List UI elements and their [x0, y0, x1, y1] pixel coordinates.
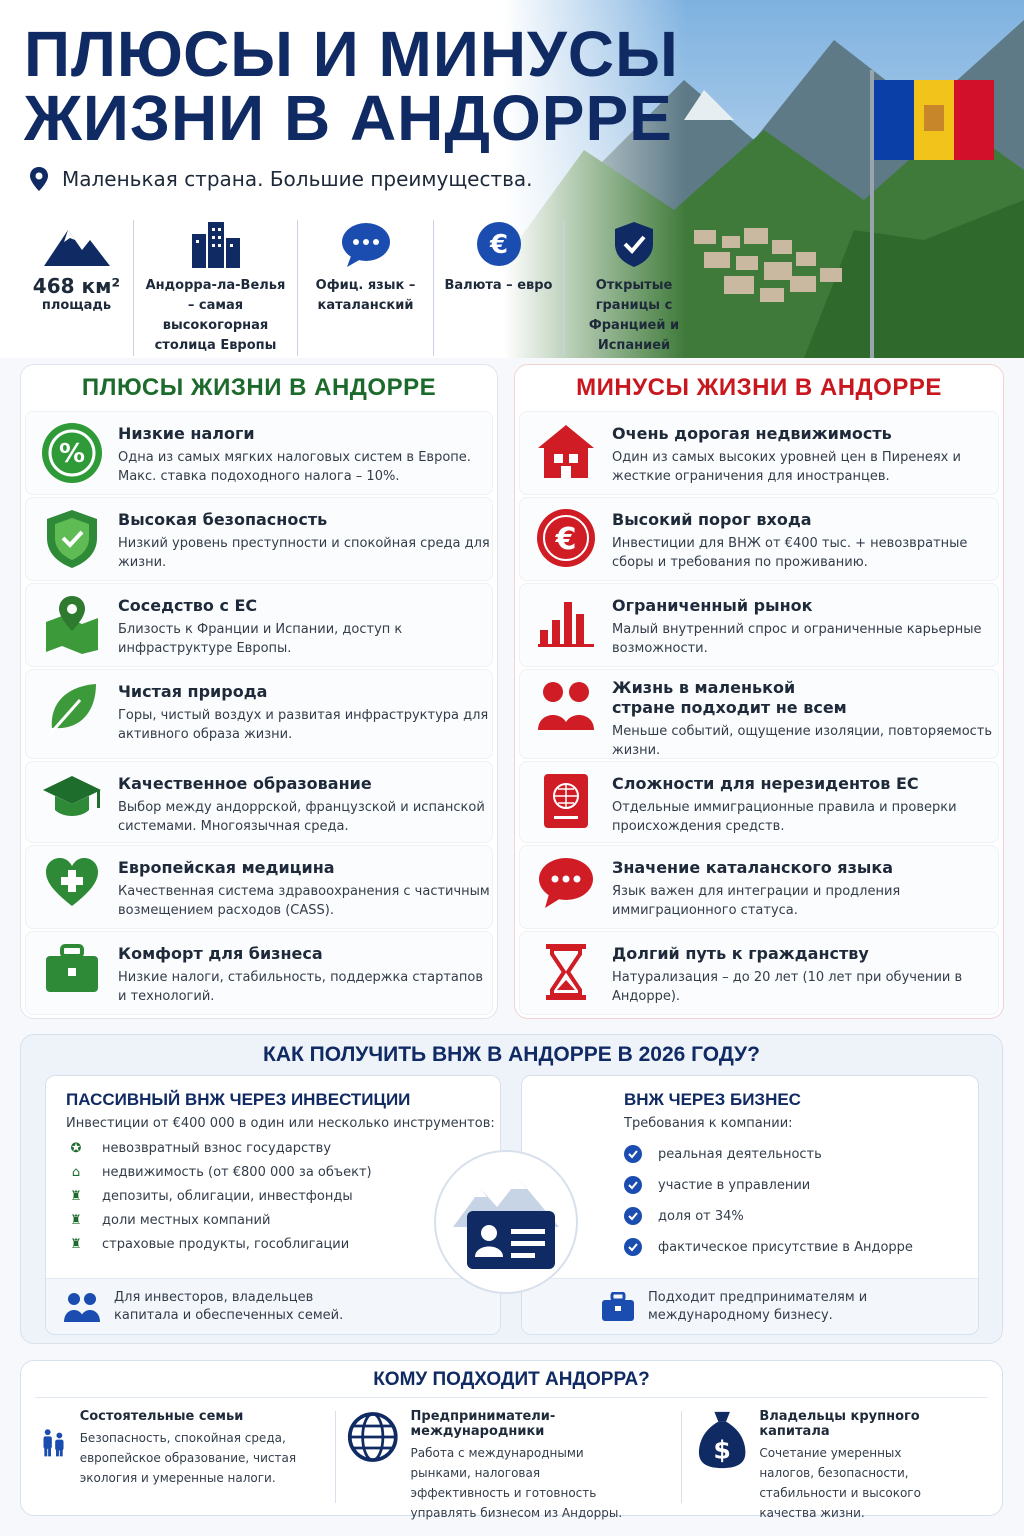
lock-icon: ⌂ [71, 1165, 81, 1180]
cons-item: Ограниченный рынок Малый внутренний спрос и ограниченные карьерные возможности. [519, 583, 999, 667]
cons-panel [514, 364, 1004, 1019]
people-icon [536, 680, 596, 732]
passive-subtitle: Инвестиции от €400 000 в один или несколько инструментов: [66, 1116, 495, 1131]
business-footer: Подходит предпринимателям и международному бизнесу. [522, 1278, 978, 1334]
cons-item: € Высокий порог входа Инвестиции для ВНЖ от €400 тыс. + невозвратные сборы и требования по проживанию. [519, 497, 999, 581]
business-residency-card [521, 1075, 979, 1335]
passport-icon [542, 772, 590, 830]
euro-icon [474, 220, 524, 268]
cons-item: Очень дорогая недвижимость Один из самых высоких уровней цен в Пиренеях и жесткие ограничения для иностранцев. [519, 411, 999, 495]
bar-chart-icon [536, 594, 596, 648]
cons-item: Значение каталанского языка Язык важен для интеграции и продления иммиграционного статуса. [519, 845, 999, 929]
subtitle: Маленькая страна. Большие преимущества. [28, 166, 533, 192]
svg-text:%: % [58, 439, 86, 469]
house-icon [536, 422, 596, 480]
cons-item: Жизнь в маленькой стране подходит не всем Меньше событий, ощущение изоляции, повторяемость жизни. [519, 669, 999, 759]
graduation-cap-icon [41, 772, 103, 822]
pros-item: Европейская медицина Качественная система здравоохранения с частичным возмещением расходов (CASS). [25, 845, 493, 929]
list-item: ♜ депозиты, облигации, инвестфонды [66, 1189, 500, 1204]
lock-icon: ✪ [70, 1141, 82, 1156]
list-item: ♜ страховые продукты, гособлигации [66, 1237, 500, 1252]
facts-row [20, 220, 704, 356]
euro-coin-icon [536, 508, 596, 568]
svg-text:$: $ [713, 1435, 731, 1465]
briefcase-icon [602, 1292, 634, 1322]
svg-text:€: € [489, 230, 508, 260]
cons-item: Сложности для нерезидентов ЕС Отдельные иммиграционные правила и проверки происхождения средств. [519, 761, 999, 843]
list-item: реальная деятельность [624, 1145, 978, 1163]
speech-bubble-icon [339, 220, 393, 268]
family-icon [41, 1409, 68, 1477]
fact-capital: Андорра-ла-Велья – самая высокогорная столица Европы [134, 220, 298, 356]
people-icon [64, 1292, 100, 1322]
globe-icon [347, 1409, 399, 1465]
fact-language: Офиц. язык – каталанский [298, 220, 434, 356]
chat-bubble-icon [537, 856, 595, 910]
audience-heading: КОМУ ПОДХОДИТ АНДОРРА? [373, 1369, 650, 1390]
audience-section [20, 1360, 1003, 1520]
fact-borders: Открытые границы с Францией и Испанией [564, 220, 704, 356]
lock-icon: ♜ [70, 1237, 82, 1252]
leaf-icon [44, 680, 100, 736]
business-title: ВНЖ ЧЕРЕЗ БИЗНЕС [624, 1090, 801, 1109]
check-circle-icon [624, 1238, 642, 1256]
fact-area: 468 км² площадь [20, 220, 134, 356]
health-heart-icon [44, 856, 100, 908]
briefcase-icon [44, 942, 100, 994]
header [0, 0, 1024, 358]
map-pin-icon [42, 594, 102, 654]
mountain-icon [42, 220, 112, 268]
check-circle-icon [624, 1176, 642, 1194]
check-circle-icon [624, 1145, 642, 1163]
pros-item: Качественное образование Выбор между андоррской, французской и испанской системами. Многоязычная среда. [25, 761, 493, 843]
percent-icon [41, 422, 103, 484]
passive-title: ПАССИВНЫЙ ВНЖ ЧЕРЕЗ ИНВЕСТИЦИИ [66, 1090, 411, 1109]
pros-item: Соседство с ЕС Близость к Франции и Испании, доступ к инфраструктуре Европы. [25, 583, 493, 667]
pros-item: % Низкие налоги Одна из самых мягких налоговых систем в Европе. Макс. ставка подоходного налога – 10%. [25, 411, 493, 495]
passive-footer: Для инвесторов, владельцев капитала и обеспеченных семей. [46, 1278, 500, 1334]
lock-icon: ♜ [70, 1189, 82, 1204]
location-pin-icon [28, 166, 50, 192]
list-item: фактическое присутствие в Андорре [624, 1238, 978, 1256]
audience-item: Состоятельные семьи Безопасность, спокойная среда, европейское образование, чистая экология и умеренные налоги. [41, 1409, 341, 1488]
pros-item: Чистая природа Горы, чистый воздух и развитая инфраструктура для активного образа жизни. [25, 669, 493, 759]
lock-icon: ♜ [70, 1213, 82, 1228]
shield-icon [44, 508, 100, 570]
pros-item: Комфорт для бизнеса Низкие налоги, стабильность, поддержка стартапов и технологий. [25, 931, 493, 1015]
check-circle-icon [624, 1207, 642, 1225]
svg-text:€: € [555, 522, 577, 557]
cons-heading: МИНУСЫ ЖИЗНИ В АНДОРРЕ [576, 374, 942, 401]
list-item: участие в управлении [624, 1176, 978, 1194]
fact-currency: € Валюта – евро [434, 220, 564, 356]
pros-item: Высокая безопасность Низкий уровень преступности и спокойная среда для жизни. [25, 497, 493, 581]
money-bag-icon [697, 1409, 747, 1471]
city-icon [188, 220, 244, 268]
id-card-emblem-icon [433, 1149, 579, 1295]
residency-section [20, 1034, 1003, 1344]
hourglass-icon [544, 942, 588, 1002]
shield-check-icon [611, 220, 657, 268]
cons-item: Долгий путь к гражданству Натурализация – до 20 лет (10 лет при обучении в Андорре). [519, 931, 999, 1015]
business-subtitle: Требования к компании: [624, 1116, 793, 1131]
list-item: ⌂ недвижимость (от €800 000 за объект) [66, 1165, 500, 1180]
audience-item: $ Владельцы крупного капитала Сочетание умеренных налогов, безопасности, стабильности и высокого качества жизни. [697, 1409, 987, 1523]
page-title: ПЛЮСЫ И МИНУСЫ ЖИЗНИ В АНДОРРЕ [24, 18, 679, 154]
list-item: ♜ доли местных компаний [66, 1213, 500, 1228]
pros-panel [20, 364, 498, 1019]
audience-item: Предприниматели-международники Работа с международными рынками, налоговая эффективность и готовность управлять бизнесом из Андорры. [347, 1409, 667, 1523]
residency-heading: КАК ПОЛУЧИТЬ ВНЖ В АНДОРРЕ В 2026 ГОДУ? [263, 1043, 760, 1066]
pros-heading: ПЛЮСЫ ЖИЗНИ В АНДОРРЕ [81, 374, 437, 401]
list-item: доля от 34% [624, 1207, 978, 1225]
list-item: ✪ невозвратный взнос государству [66, 1141, 500, 1156]
